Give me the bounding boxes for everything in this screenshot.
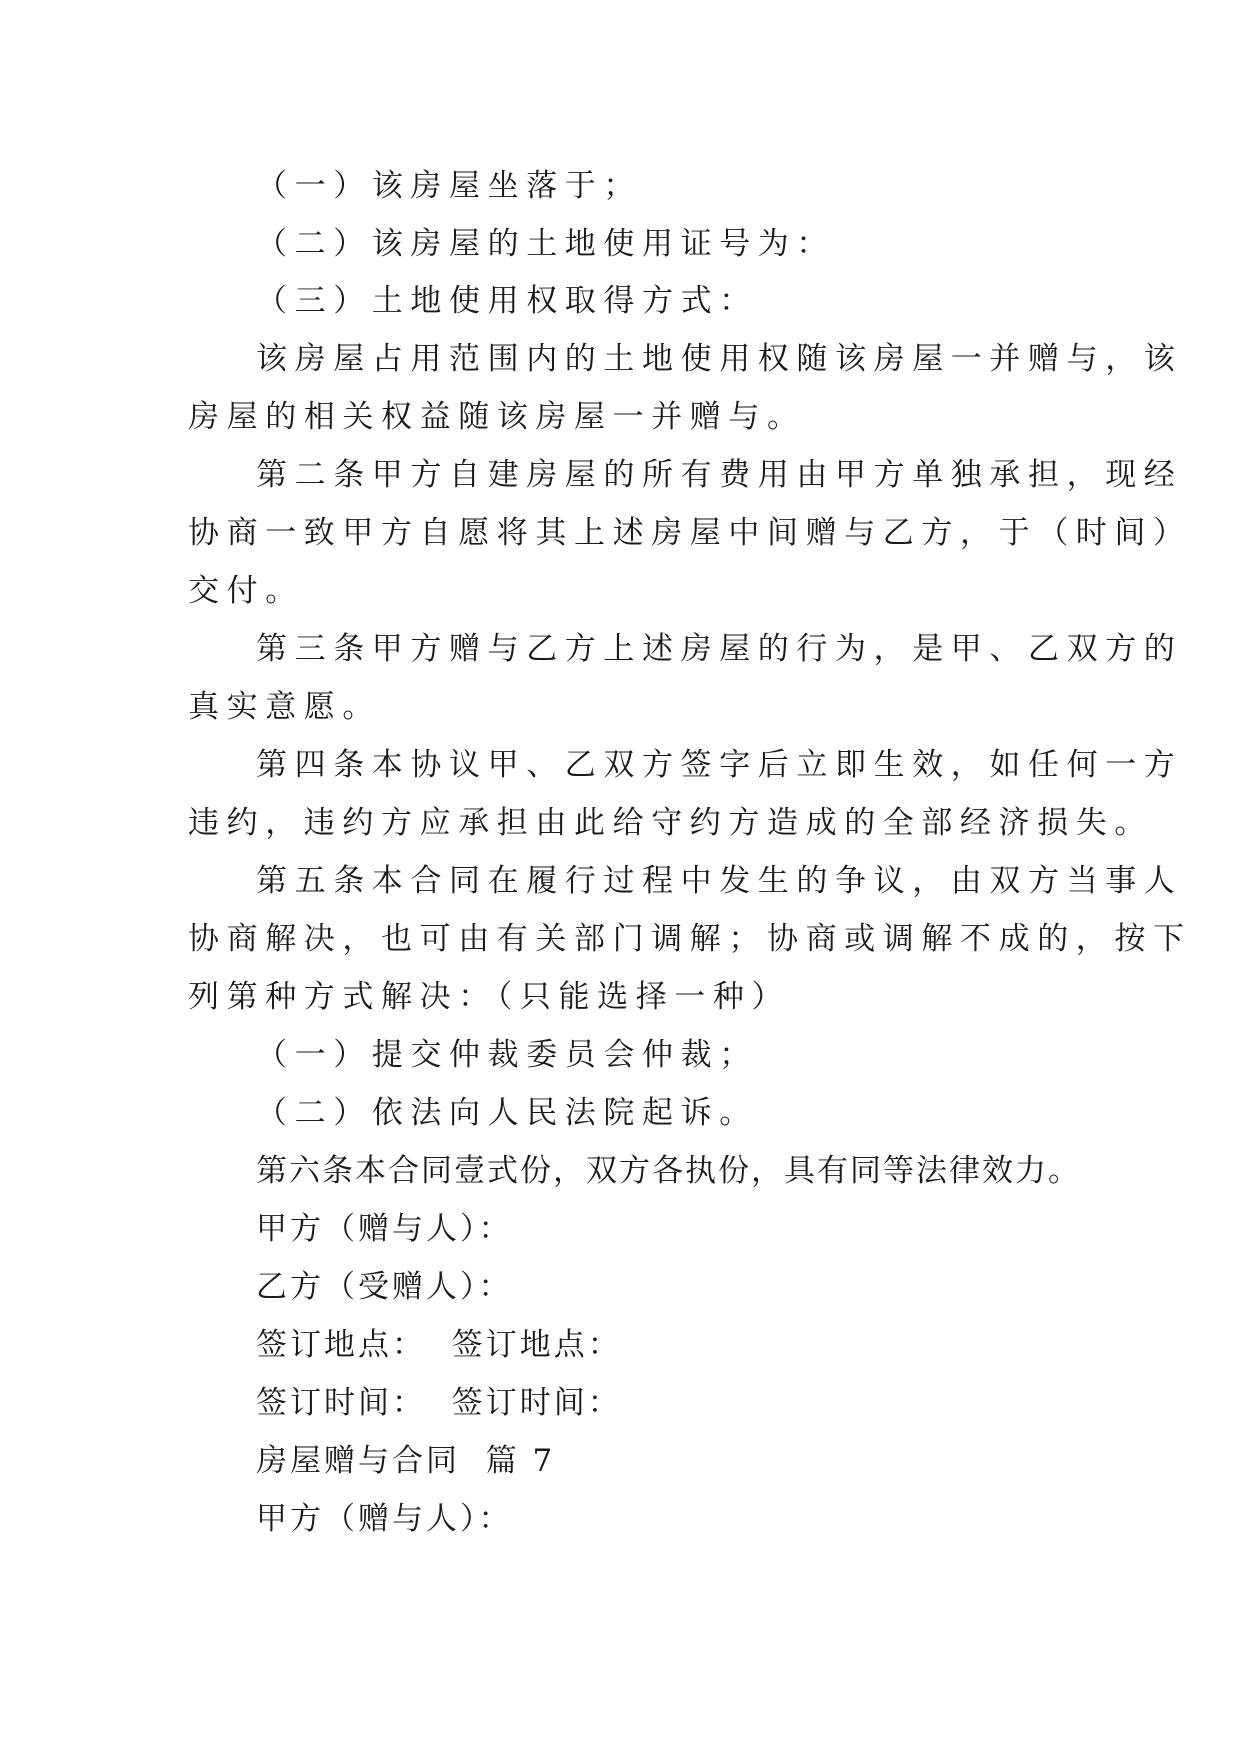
article-3-line: 第三条甲方赠与乙方上述房屋的行为，是甲、乙双方的 bbox=[256, 631, 1183, 667]
article-4-line: 违约，违约方应承担由此给守约方造成的全部经济损失。 bbox=[188, 805, 1153, 841]
paragraph-line: 房屋的相关权益随该房屋一并赠与。 bbox=[188, 399, 806, 435]
article-2-line: 交付。 bbox=[188, 573, 304, 609]
article-5-line: 第五条本合同在履行过程中发生的争议，由双方当事人 bbox=[256, 863, 1183, 899]
signing-place-label: 签订地点： 签订地点： bbox=[256, 1327, 622, 1363]
article-5-line: 协商解决，也可由有关部门调解；协商或调解不成的，按下 bbox=[188, 921, 1192, 957]
dispute-option-arbitration: （一）提交仲裁委员会仲裁； bbox=[256, 1037, 758, 1073]
article-5-line: 列第种方式解决：（只能选择一种） bbox=[188, 979, 791, 1015]
article-6-line: 第六条本合同壹式份，双方各执份，具有同等法律效力。 bbox=[256, 1153, 1081, 1189]
signing-time-label: 签订时间： 签订时间： bbox=[256, 1385, 622, 1421]
article-2-line: 第二条甲方自建房屋的所有费用由甲方单独承担，现经 bbox=[256, 457, 1183, 493]
clause-item-land-cert: （二）该房屋的土地使用证号为： bbox=[256, 226, 835, 262]
paragraph-line: 该房屋占用范围内的土地使用权随该房屋一并赠与，该 bbox=[256, 341, 1183, 377]
clause-item-location: （一）该房屋坐落于； bbox=[256, 168, 642, 204]
article-3-line: 真实意愿。 bbox=[188, 689, 381, 725]
party-b-donee-label: 乙方（受赠人）： bbox=[256, 1269, 513, 1305]
party-a-donor-label: 甲方（赠与人）： bbox=[256, 1211, 513, 1247]
article-2-line: 协商一致甲方自愿将其上述房屋中间赠与乙方，于（时间） bbox=[188, 515, 1192, 551]
dispute-option-court: （二）依法向人民法院起诉。 bbox=[256, 1095, 758, 1131]
article-4-line: 第四条本协议甲、乙双方签字后立即生效，如任何一方 bbox=[256, 747, 1183, 783]
contract-section-heading: 房屋赠与合同 篇 7 bbox=[256, 1443, 556, 1479]
party-a-donor-label: 甲方（赠与人）： bbox=[256, 1501, 513, 1537]
clause-item-land-acquisition: （三）土地使用权取得方式： bbox=[256, 283, 758, 319]
